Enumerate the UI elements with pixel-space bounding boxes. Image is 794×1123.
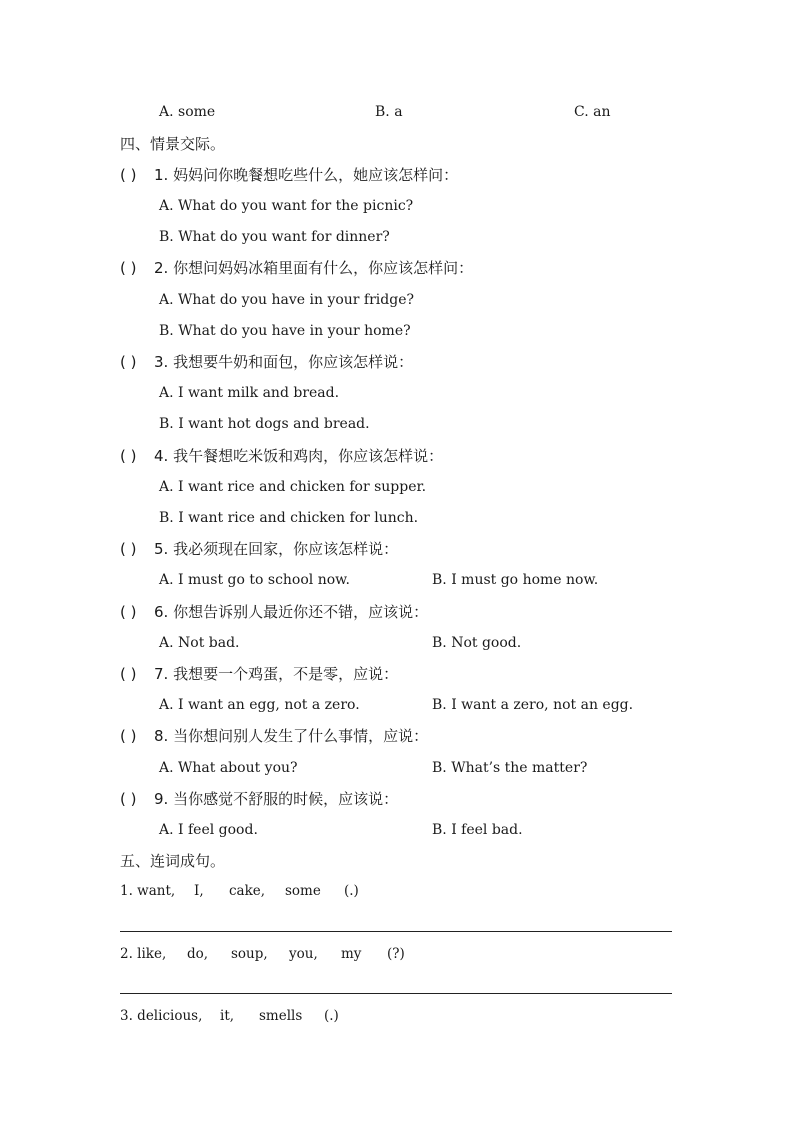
scramble-word: (.) [324, 1008, 339, 1024]
section4-heading: 四、情景交际。 [120, 135, 226, 153]
scramble-word: you, [289, 946, 318, 962]
top-option-b: B. a [375, 104, 403, 120]
question-stem: 2. 你想问妈妈冰箱里面有什么，你应该怎样问： [154, 259, 474, 277]
question-5 [120, 539, 398, 559]
scramble-word: (?) [387, 946, 405, 962]
scramble-word: do, [187, 946, 209, 962]
question-3-option-a: A. I want milk and bread. [159, 385, 340, 401]
top-option-a: A. some [159, 104, 216, 120]
question-9-option-a: A. I feel good. [159, 822, 258, 838]
question-9-option-b: B. I feel bad. [432, 822, 523, 838]
question-1 [120, 165, 458, 185]
question-8-option-a: A. What about you? [159, 760, 298, 776]
answer-blank[interactable]: ( ) [120, 790, 137, 808]
question-6-option-a: A. Not bad. [159, 635, 240, 651]
scramble-word: soup, [231, 946, 268, 962]
question-5-option-a: A. I must go to school now. [159, 572, 350, 588]
question-6 [120, 602, 428, 622]
top-option-c: C. an [574, 104, 611, 120]
answer-blank[interactable]: ( ) [120, 603, 137, 621]
question-2-option-a: A. What do you have in your fridge? [159, 292, 415, 308]
question-7-option-b: B. I want a zero, not an egg. [432, 697, 634, 713]
question-stem: 9. 当你感觉不舒服的时候，应该说： [154, 790, 399, 808]
scramble-word: some [285, 883, 321, 899]
question-2-option-b: B. What do you have in your home? [159, 323, 411, 339]
question-4 [120, 446, 443, 466]
scramble-word: 2. like, [120, 946, 167, 962]
question-5-option-b: B. I must go home now. [432, 572, 599, 588]
scramble-word: I, [194, 883, 204, 899]
scramble-word: 1. want, [120, 883, 176, 899]
question-stem: 7. 我想要一个鸡蛋，不是零，应说： [154, 665, 399, 683]
answer-blank[interactable]: ( ) [120, 353, 137, 371]
question-8 [120, 726, 428, 746]
question-9 [120, 789, 398, 809]
scramble-word: cake, [229, 883, 266, 899]
question-1-option-a: A. What do you want for the picnic? [159, 198, 414, 214]
scramble-word: my [341, 946, 362, 962]
question-3-option-b: B. I want hot dogs and bread. [159, 416, 370, 432]
question-4-option-a: A. I want rice and chicken for supper. [159, 479, 427, 495]
answer-blank[interactable]: ( ) [120, 166, 137, 184]
scramble-word: it, [220, 1008, 235, 1024]
question-stem: 4. 我午餐想吃米饭和鸡肉，你应该怎样说： [154, 447, 444, 465]
answer-line-2[interactable] [120, 993, 672, 994]
scramble-word: (.) [344, 883, 359, 899]
scramble-item-1 [0, 883, 794, 903]
answer-blank[interactable]: ( ) [120, 447, 137, 465]
question-1-option-b: B. What do you want for dinner? [159, 229, 390, 245]
question-4-option-b: B. I want rice and chicken for lunch. [159, 510, 419, 526]
question-6-option-b: B. Not good. [432, 635, 522, 651]
question-stem: 3. 我想要牛奶和面包，你应该怎样说： [154, 353, 414, 371]
scramble-item-3 [0, 1008, 794, 1028]
answer-blank[interactable]: ( ) [120, 665, 137, 683]
question-7 [120, 664, 398, 684]
question-stem: 6. 你想告诉别人最近你还不错，应该说： [154, 603, 429, 621]
answer-line-1[interactable] [120, 931, 672, 932]
question-stem: 8. 当你想问别人发生了什么事情，应说： [154, 727, 429, 745]
question-stem: 1. 妈妈问你晚餐想吃些什么，她应该怎样问： [154, 166, 459, 184]
answer-blank[interactable]: ( ) [120, 540, 137, 558]
question-2 [120, 258, 473, 278]
scramble-word: smells [259, 1008, 303, 1024]
question-7-option-a: A. I want an egg, not a zero. [159, 697, 360, 713]
scramble-word: 3. delicious, [120, 1008, 203, 1024]
question-8-option-b: B. What’s the matter? [432, 760, 588, 776]
answer-blank[interactable]: ( ) [120, 727, 137, 745]
answer-blank[interactable]: ( ) [120, 259, 137, 277]
section5-heading: 五、连词成句。 [120, 852, 226, 870]
question-stem: 5. 我必须现在回家，你应该怎样说： [154, 540, 399, 558]
scramble-item-2 [0, 946, 794, 966]
question-3 [120, 352, 413, 372]
